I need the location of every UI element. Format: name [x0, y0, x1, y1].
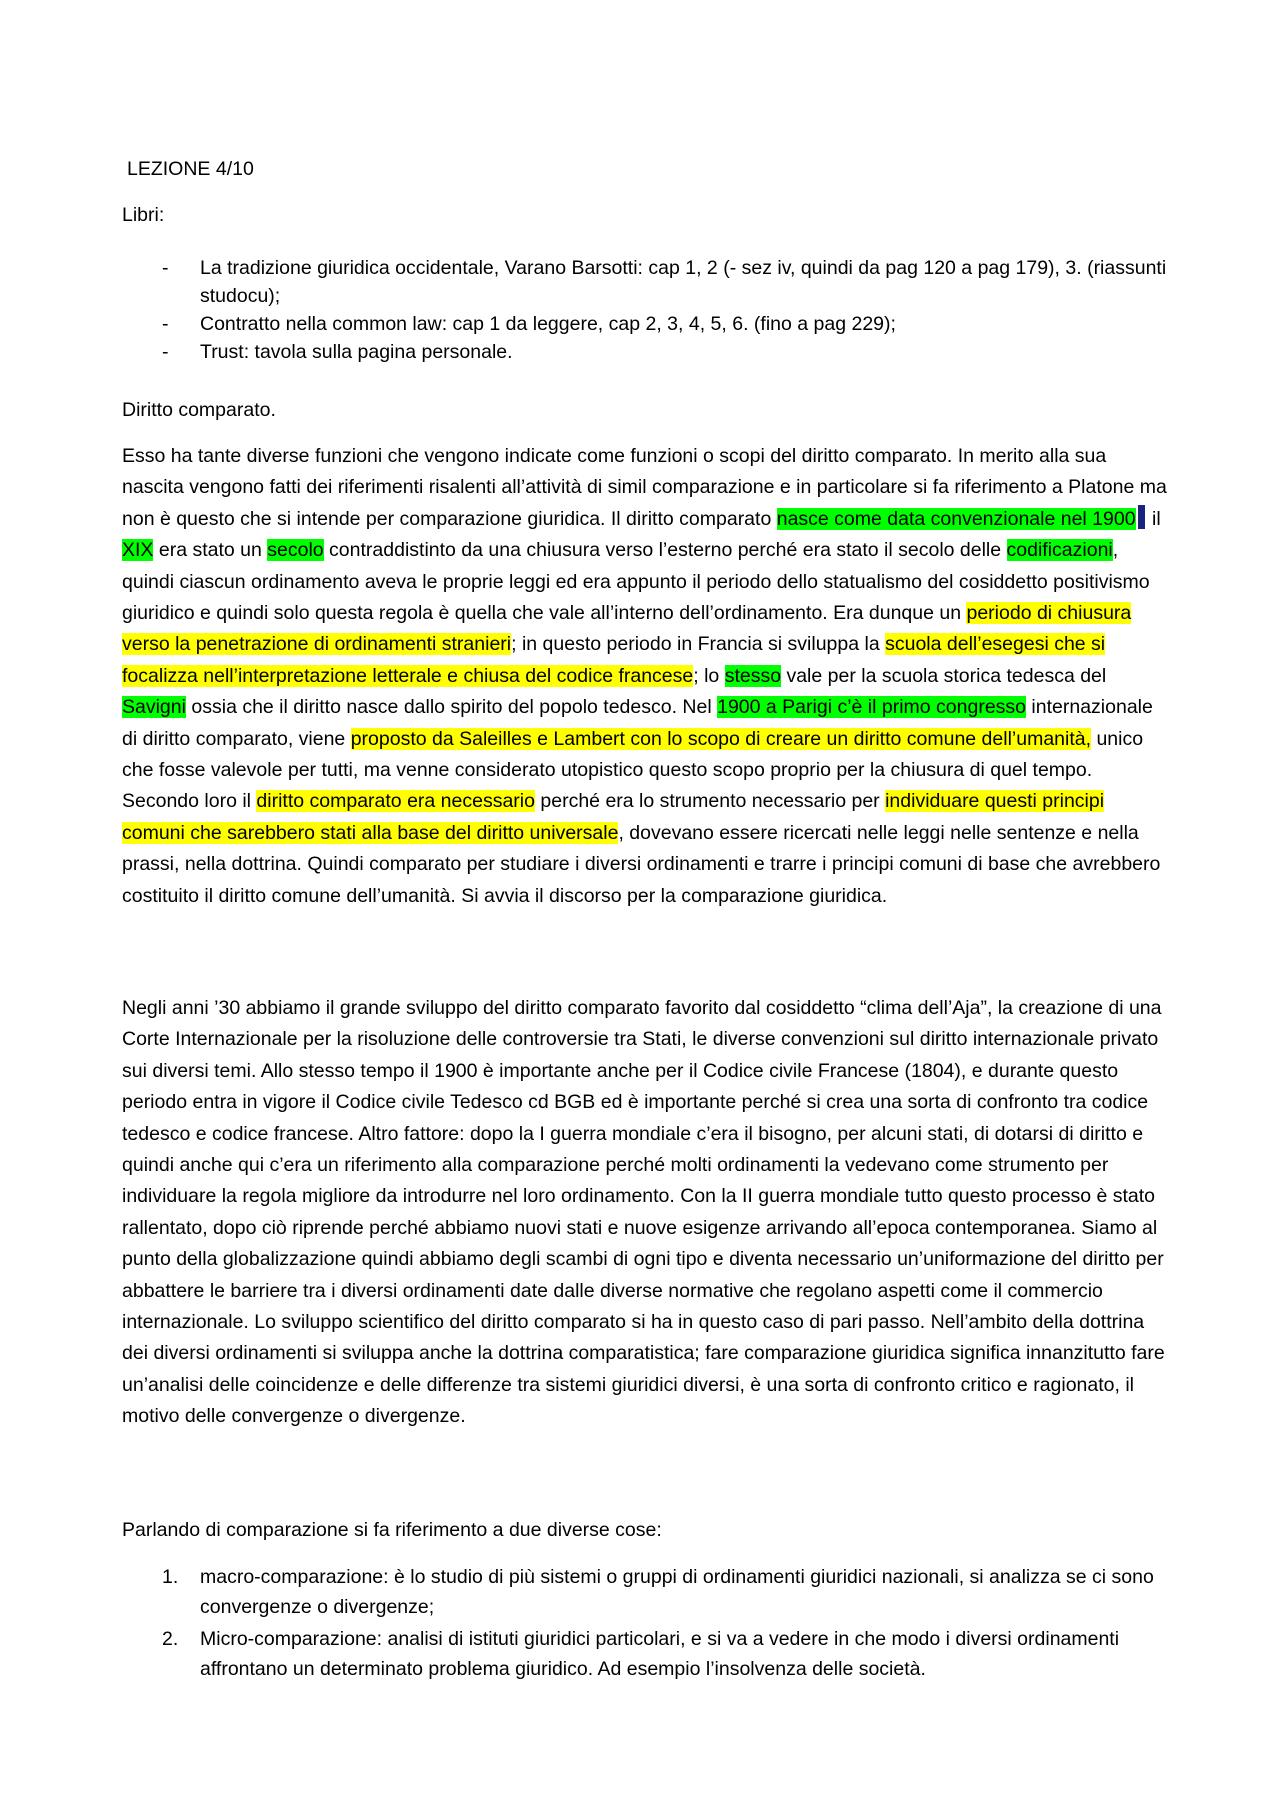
comparison-types-list	[122, 1563, 1167, 1687]
dash-bullet: -	[162, 341, 169, 363]
green-highlight: Savigni	[122, 696, 186, 719]
green-highlight: XIX	[122, 539, 154, 562]
text-run: ; lo	[693, 664, 725, 687]
yellow-highlight: proposto da Saleilles e Lambert con lo scopo di creare un diritto comune dell’umanità,	[350, 727, 1092, 750]
text-run: , quindi ciascun ordinamento aveva le proprie leggi ed era appunto il periodo dello statualismo del cosiddetto positivismo giuridico e quindi solo questa regola è quella che vale all’interno dell’ordinamento. Era dunque un	[122, 539, 1150, 625]
text-cursor	[1138, 505, 1145, 529]
book-item-text: La tradizione giuridica occidentale, Varano Barsotti: cap 1, 2 (- sez iv, quindi da pag 120 a pag 179), 3. (riassunti studocu);	[200, 257, 1167, 307]
text-run: vale per la scuola storica tedesca del	[781, 664, 1107, 687]
list-item	[122, 1625, 1167, 1684]
book-item	[122, 254, 1167, 310]
text-run: Esso ha tante diverse funzioni che vengono indicate come funzioni o scopi del diritto comparato. In merito alla sua nascita vengono fatti dei riferimenti risalenti all’attività di simil comparazione e in particolare si fa riferimento a Platone ma non è questo che si intende per comparazione giuridica. Il diritto comparato	[122, 445, 1167, 530]
section-heading: Diritto comparato.	[122, 399, 276, 421]
dash-bullet: -	[162, 313, 169, 335]
green-highlight: stesso	[724, 664, 782, 687]
text-run: era stato un	[153, 539, 268, 562]
green-highlight: secolo	[267, 539, 324, 562]
paragraph-origins	[122, 441, 1167, 912]
text-run: unico che fosse valevole per tutti, ma venne considerato utopistico questo scopo proprio per la chiusura di quel tempo. Secondo loro il	[122, 727, 1144, 813]
text-run: ; in questo periodo in Francia si sviluppa la	[511, 633, 886, 656]
green-highlight: 1900 a Parigi c’è il primo congresso	[717, 696, 1027, 719]
text-run: perché era lo strumento necessario per	[534, 790, 886, 813]
paragraph-development: Negli anni ’30 abbiamo il grande sviluppo del diritto comparato favorito dal cosiddetto “clima dell’Aja”, la creazione di una Corte Internazionale per la risoluzione delle controversie tra Stati, le diverse convenzioni sul diritto internazionale privato sui diversi temi. Allo stesso tempo il 1900 è importante anche per il Codice civile Francese (1804), e durante questo periodo entra in vigore il Codice civile Tedesco cd BGB ed è importante perché si crea una sorta di confronto tra codice tedesco e codice francese. Altro fattore: dopo la I guerra mondiale c’era il bisogno, per alcuni stati, di dotarsi di diritto e quindi anche qui c’era un riferimento alla comparazione perché molti ordinamenti la vedevano come strumento per individuare la regola migliore da introdurre nel loro ordinamento. Con la II guerra mondiale tutto questo processo è stato rallentato, dopo ciò riprende perché abbiamo nuovi stati e nuove esigenze arrivando all’epoca contemporanea. Siamo al punto della globalizzazione quindi abbiamo degli scambi di ogni tipo e diventa necessario un’uniformazione del diritto per abbattere le barriere tra i diversi ordinamenti date dalle diverse normative che regolano aspetti come il commercio internazionale. Lo sviluppo scientifico del diritto comparato si ha in questo caso di pari passo. Nell’ambito della dottrina dei diversi ordinamenti si sviluppa anche la dottrina comparatistica; fare comparazione giuridica significa innanzitutto fare un’analisi delle coincidenze e delle differenze tra sistemi giuridici diversi, è una sorta di confronto critico e ragionato, il motivo delle convergenze o divergenze.	[122, 997, 1165, 1428]
yellow-highlight: diritto comparato era necessario	[256, 790, 535, 813]
list-item	[122, 1563, 1167, 1622]
books-list	[122, 254, 1167, 366]
book-item	[122, 338, 1167, 366]
paragraph-comparison-intro: Parlando di comparazione si fa riferimento a due diverse cose:	[122, 1519, 662, 1541]
yellow-highlight: periodo di chiusura verso la penetrazione di ordinamenti stranieri	[122, 602, 1132, 656]
yellow-highlight: scuola dell’esegesi che si focalizza nell’interpretazione letterale e chiusa del codice francese	[122, 633, 1106, 687]
text-run: contraddistinto da una chiusura verso l’esterno perché era stato il secolo delle	[323, 539, 1007, 562]
yellow-highlight: individuare questi principi comuni che sarebbero stati alla base del diritto universale	[122, 790, 1105, 844]
text-run: , dovevano essere ricercati nelle leggi nelle sentenze e nella prassi, nella dottrina. Quindi comparato per studiare i diversi ordinamenti e trarre i principi comuni di base che avrebbero costituito il diritto comune dell’umanità. Si avvia il discorso per la comparazione giuridica.	[122, 821, 1161, 907]
text-run: il	[1146, 507, 1161, 530]
dash-bullet: -	[162, 257, 169, 279]
green-highlight: codificazioni	[1006, 539, 1113, 562]
text-run: internazionale di diritto comparato, viene	[122, 696, 1153, 750]
list-number: 1.	[162, 1566, 179, 1588]
list-number: 2.	[162, 1628, 179, 1650]
book-item	[122, 310, 1167, 338]
books-label: Libri:	[122, 204, 165, 226]
book-item-text: Trust: tavola sulla pagina personale.	[200, 341, 513, 363]
text-run: ossia che il diritto nasce dallo spirito del popolo tedesco. Nel	[185, 696, 718, 719]
list-item-text: macro-comparazione: è lo studio di più sistemi o gruppi di ordinamenti giuridici nazionali, si analizza se ci sono convergenze o divergenze;	[200, 1566, 1154, 1618]
lesson-title: LEZIONE 4/10	[127, 158, 254, 180]
green-highlight: nasce come data convenzionale nel 1900	[776, 507, 1136, 530]
list-item-text: Micro-comparazione: analisi di istituti giuridici particolari, e si va a vedere in che modo i diversi ordinamenti affrontano un determinato problema giuridico. Ad esempio l’insolvenza delle società.	[200, 1628, 1120, 1680]
book-item-text: Contratto nella common law: cap 1 da leggere, cap 2, 3, 4, 5, 6. (fino a pag 229);	[200, 313, 896, 335]
